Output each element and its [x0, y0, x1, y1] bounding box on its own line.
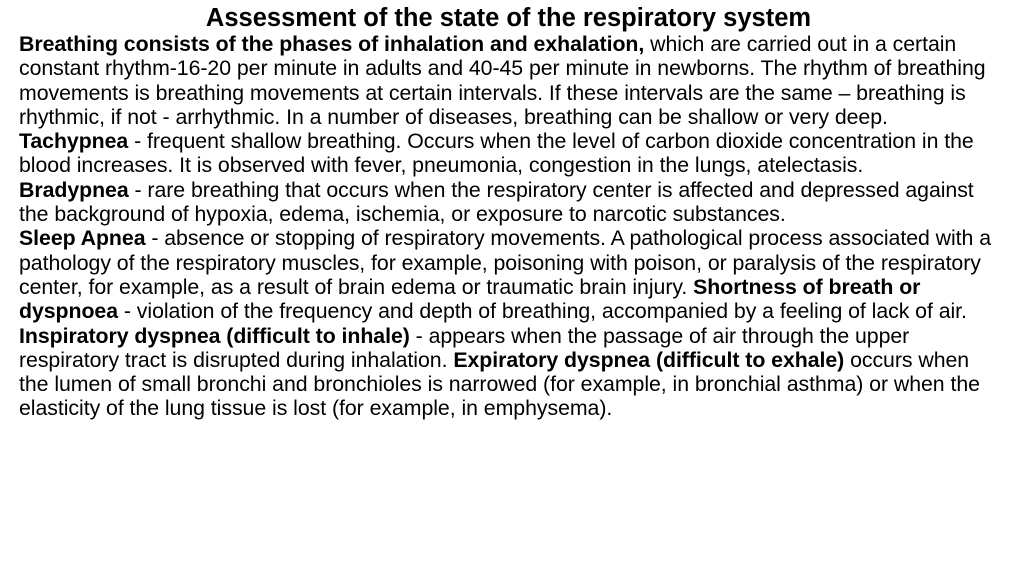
tachypnea-text: - frequent shallow breathing. Occurs when the level of carbon dioxide concentration in the blood increases. It is observed with fever, pneumonia, congestion in the lungs, atelectasis.	[19, 129, 974, 178]
breathing-text: which are carried out in a certain constant rhythm-16-20 per minute in adults and 40-45 per minute in newborns. The rhythm of breathing movements is breathing movements at certain intervals. If these intervals are the same – breathing is rhythmic, if not - arrhythmic. In a number of diseases, breathing can be shallow or very deep.	[19, 32, 986, 129]
paragraph-tachypnea	[19, 129, 998, 178]
bradypnea-term: Bradypnea	[19, 177, 129, 202]
apnea-term: Sleep Apnea	[19, 226, 146, 251]
slide-title: Assessment of the state of the respiratory system	[205, 4, 812, 32]
expiratory-dyspnea-text: occurs when the lumen of small bronchi and bronchioles is narrowed (for example, in bronchial asthma) or when the elasticity of the lung tissue is lost (for example, in emphysema).	[19, 347, 980, 421]
bradypnea-text: - rare breathing that occurs when the respiratory center is affected and depressed against the background of hypoxia, edema, ischemia, or exposure to narcotic substances.	[19, 177, 974, 227]
dyspnoea-term: Shortness of breath or dyspnoea	[19, 274, 921, 324]
inspiratory-dyspnea-term: Inspiratory dyspnea (difficult to inhale)	[19, 323, 410, 348]
expiratory-dyspnea-term: Expiratory dyspnea (difficult to exhale)	[453, 347, 845, 372]
dyspnoea-text: - violation of the frequency and depth of breathing, accompanied by a feeling of lack of air.	[118, 299, 967, 324]
paragraph-breathing	[19, 32, 998, 129]
paragraph-apnea-dyspnea	[19, 226, 998, 420]
inspiratory-dyspnea-text: - appears when the passage of air through the upper respiratory tract is disrupted during inhalation.	[19, 323, 910, 372]
slide-body	[19, 32, 998, 421]
breathing-lead: Breathing consists of the phases of inhalation and exhalation,	[19, 32, 645, 56]
tachypnea-term: Tachypnea	[19, 129, 129, 154]
paragraph-bradypnea	[19, 178, 998, 227]
apnea-text: - absence or stopping of respiratory movements. A pathological process associated with a pathology of the respiratory muscles, for example, poisoning with poison, or paralysis of the respiratory center, for example, as a result of brain edema or traumatic brain injury.	[19, 226, 991, 299]
